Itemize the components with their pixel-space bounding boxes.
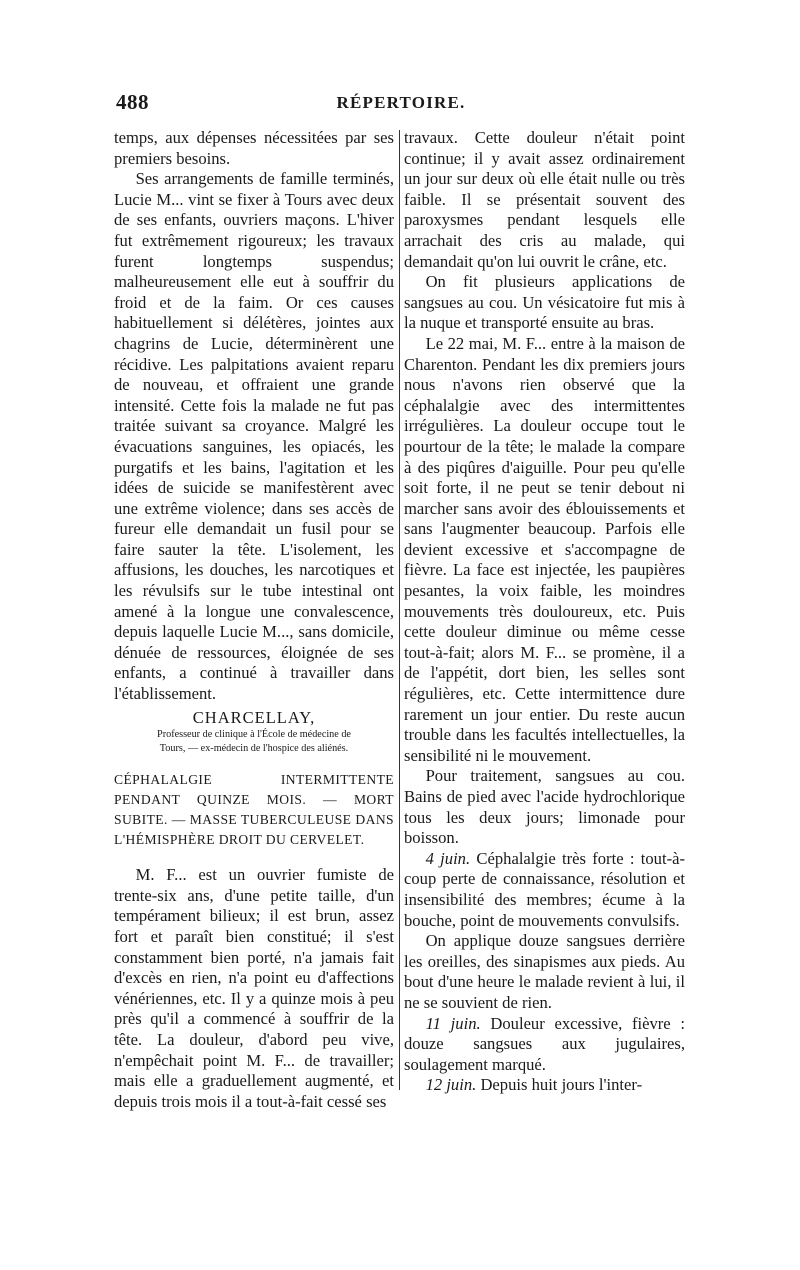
- right-paragraph-3: Le 22 mai, M. F... entre à la maison de Charenton. Pendant les dix premiers jours nous n'avons rien observé que la céphalalgie avec des intermittentes irrégulières. La douleur occupe tout le pourtour de la tête; le malade la compare à des piqûres d'aiguille. Pour peu qu'elle soit forte, il ne peut se tenir debout ni marcher sans avoir des éblouissements et sans l'augmenter beaucoup. Parfois elle devient excessive et s'accompagne de fièvre. La face est injectée, les paupières pesantes, la voix faible, les moindres mouvements très douloureux, etc. Puis cette douleur diminue ou même cesse tout-à-fait; alors M. F... se promène, il a de l'appétit, dort bien, les selles sont régulières, etc. Cette intermittence dure rarement un jour entier. Du reste aucun trouble dans les facultés intellectuelles, la sensibilité ni le mouvement.: [404, 333, 685, 765]
- right-paragraph-4: Pour traitement, sangsues au cou. Bains de pied avec l'acide hydrochlorique tous les deux jours; limonade pour boisson.: [404, 766, 685, 848]
- right-paragraph-8: [404, 1075, 685, 1096]
- right-paragraph-7-text: Douleur excessive, fièvre : douze sangsues aux jugulaires, soulagement marqué.: [404, 1013, 685, 1074]
- right-paragraph-2: On fit plusieurs applications de sangsues au cou. Un vésicatoire fut mis à la nuque et transporté ensuite au bras.: [404, 272, 685, 333]
- page-header: [114, 90, 688, 122]
- author-credit-line-1: Professeur de clinique à l'École de médecine de: [157, 729, 351, 741]
- left-column: [114, 128, 394, 1112]
- right-paragraph-5: [404, 849, 685, 931]
- section-spacer: [114, 850, 394, 865]
- date-4-juin: 4 juin.: [425, 848, 471, 868]
- left-paragraph-3: M. F... est un ouvrier fumiste de trente-six ans, d'une petite taille, d'un tempérament bilieux; il est brun, assez fort et paraît bien constitué; il s'est constamment bien porté, n'a jamais fait d'excès en rien, n'a point eu d'affections vénériennes, etc. Il y a quinze mois à peu près qu'il a commencé à souffrir de la tête. La douleur, d'abord peu vive, n'empêchait point M. F... de travailler; mais elle a graduellement augmenté, et depuis trois mois il a tout-à-fait cessé ses: [114, 865, 394, 1111]
- left-paragraph-2: Ses arrangements de famille terminés, Lucie M... vint se fixer à Tours avec deux de ses enfants, ouvriers maçons. L'hiver fut extrêmement rigoureux; les travaux furent longtemps suspendus; malheureusement elle eut à souffrir du froid et de la faim. Or ces causes habituellement si délétères, jointes aux chagrins de Lucie, déterminèrent une récidive. Les palpitations avaient reparu de nouveau, et offraient une grande intensité. Cette fois la malade ne fut pas traitée suivant sa croyance. Malgré les évacuations sanguines, les opiacés, les purgatifs et les bains, l'agitation et les idées de suicide se manifestèrent avec une extrême violence; dans ses accès de fureur elle demandait un fusil pour se faire sauter la tête. L'isolement, les affusions, les douches, les narcotiques et les révulsifs sur le tube intestinal ont amené à la longue une convalescence, depuis laquelle Lucie M..., sans domicile, dénuée de ressources, éloignée de ses enfants, a continué à travailler dans l'établissement.: [114, 169, 394, 704]
- author-credit-line-2: Tours, — ex-médecin de l'hospice des aliénés.: [159, 742, 349, 754]
- right-paragraph-7: [404, 1014, 685, 1076]
- running-title: RÉPERTOIRE.: [336, 93, 466, 112]
- column-divider: [399, 130, 400, 1090]
- right-paragraph-8-text: Depuis huit jours l'inter-: [476, 1075, 643, 1095]
- page-number: 488: [116, 90, 149, 114]
- author-signature: CHARCELLAY,: [192, 707, 316, 727]
- case-heading: CÉPHALALGIE INTERMITTENTE PENDANT QUINZE MOIS. — MORT SUBITE. — MASSE TUBERCULEUSE DANS L'HÉMISPHÈRE DROIT DU CERVELET.: [114, 772, 394, 848]
- right-paragraph-5-text: Céphalalgie très forte : tout-à-coup perte de connaissance, résolution et insensibilité des membres; écume à la bouche, point de mouvements convulsifs.: [404, 848, 685, 930]
- right-paragraph-6: On applique douze sangsues derrière les oreilles, des sinapismes aux pieds. Au bout d'une heure le malade revient à lui, il ne se souvient de rien.: [404, 931, 685, 1012]
- right-column: [404, 128, 685, 1096]
- date-12-juin: 12 juin.: [425, 1075, 477, 1095]
- left-paragraph-1: temps, aux dépenses nécessitées par ses premiers besoins.: [114, 128, 394, 168]
- right-paragraph-1: travaux. Cette douleur n'était point continue; il y avait assez ordinairement un jour sur deux où elle était nulle ou très faible. Il se présentait souvent des paroxysmes pendant lesquels elle arrachait des cris au malade, qui demandait qu'on lui ouvrit le crâne, etc.: [404, 128, 685, 271]
- date-11-juin: 11 juin.: [425, 1013, 481, 1033]
